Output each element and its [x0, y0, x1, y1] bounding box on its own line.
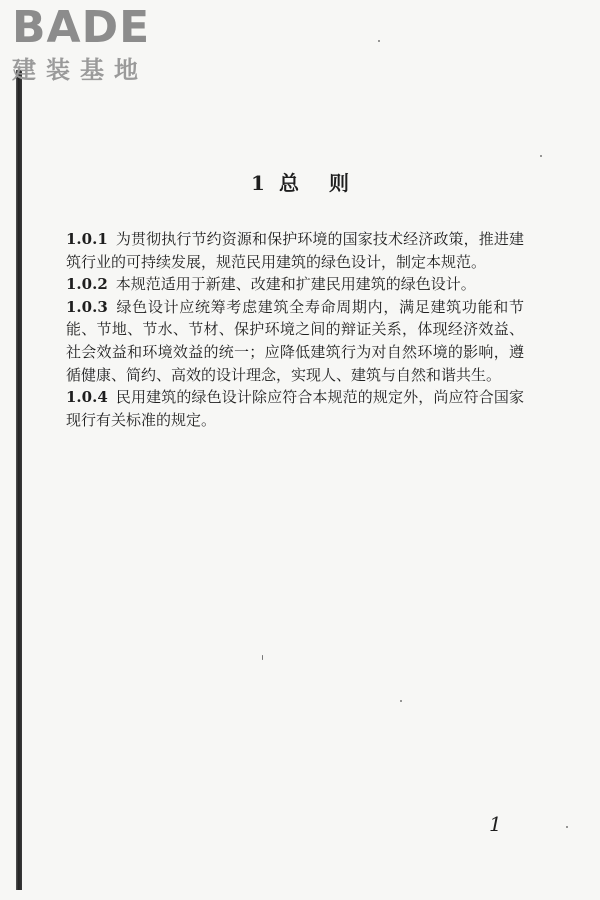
clause-number: 1.0.1 — [66, 230, 108, 248]
clause-text: 绿色设计应统筹考虑建筑全寿命周期内，满足建筑功能和节能、节地、节水、节材、保护环境之间的辩证关系，体现经济效益、社会效益和环境效益的统一；应降低建筑行为对自然环境的影响，遵循健康、简约、高效的设计理念，实现人、建筑与自然和谐共生。 — [66, 297, 524, 384]
scan-speck — [378, 40, 380, 42]
clause-number: 1.0.2 — [66, 275, 108, 294]
scan-speck — [400, 700, 402, 702]
clause-text: 本规范适用于新建、改建和扩建民用建筑的绿色设计。 — [115, 275, 476, 294]
chapter-title — [0, 170, 600, 196]
clause-number: 1.0.4 — [66, 388, 108, 407]
chapter-number: 1 — [251, 171, 265, 195]
scan-speck — [262, 655, 263, 660]
clause-1-0-4 — [66, 386, 524, 431]
clause-text: 为贯彻执行节约资源和保护环境的国家技术经济政策，推进建筑行业的可持续发展，规范民用建筑的绿色设计，制定本规范。 — [66, 230, 524, 271]
logo-subtitle: 建装基地 — [12, 56, 148, 84]
scan-speck — [540, 155, 542, 157]
chapter-title-char: 总 — [278, 171, 299, 195]
scan-speck — [566, 826, 568, 828]
clause-1-0-1 — [66, 228, 524, 273]
clause-text: 民用建筑的绿色设计除应符合本规范的规定外，尚应符合国家现行有关标准的规定。 — [66, 388, 524, 429]
bade-logo — [12, 2, 182, 88]
clause-number: 1.0.3 — [66, 297, 108, 316]
clause-1-0-3 — [66, 296, 524, 386]
clause-1-0-2 — [66, 273, 524, 296]
logo-wordmark: BADE — [12, 2, 151, 53]
chapter-title-char: 则 — [328, 171, 349, 195]
clauses-body — [66, 228, 524, 431]
page-number: 1 — [489, 812, 502, 836]
